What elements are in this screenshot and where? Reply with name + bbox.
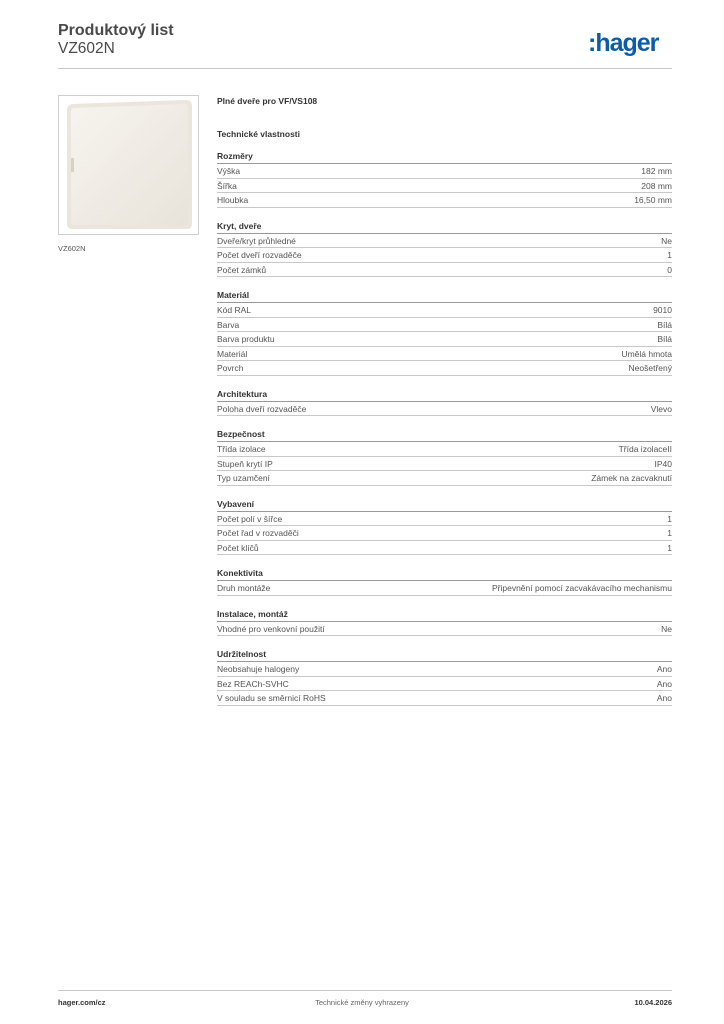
tech-specs-heading: Technické vlastnosti bbox=[217, 129, 300, 139]
section-title: Rozměry bbox=[217, 150, 672, 164]
page-header bbox=[58, 20, 672, 68]
spec-value: 1 bbox=[667, 528, 672, 538]
spec-row bbox=[217, 677, 672, 692]
footer-date: 10.04.2026 bbox=[634, 998, 672, 1007]
spec-label: Počet dveří rozvaděče bbox=[217, 250, 302, 260]
spec-value: 1 bbox=[667, 513, 672, 524]
spec-section bbox=[217, 608, 672, 637]
spec-value: 16,50 mm bbox=[634, 195, 672, 205]
section-title: Udržitelnost bbox=[217, 648, 672, 662]
spec-label: Kód RAL bbox=[217, 305, 252, 315]
footer-website: hager.com/cz bbox=[58, 998, 106, 1007]
product-code: VZ602N bbox=[58, 40, 115, 57]
footer-disclaimer: Technické změny vyhrazeny bbox=[315, 998, 409, 1007]
spec-row bbox=[217, 318, 672, 333]
product-name: Plné dveře pro VF/VS108 bbox=[217, 96, 318, 106]
hager-logo-text: :hager bbox=[588, 29, 659, 57]
spec-label: Druh montáže bbox=[217, 583, 271, 593]
spec-label: Povrch bbox=[217, 363, 244, 373]
spec-label: Barva bbox=[217, 319, 240, 330]
spec-label: Šířka bbox=[217, 180, 237, 191]
spec-label: Vhodné pro venkovní použití bbox=[217, 623, 325, 634]
spec-section bbox=[217, 567, 672, 596]
header-divider bbox=[58, 68, 672, 69]
spec-label: Stupeň krytí IP bbox=[217, 458, 273, 469]
spec-row bbox=[217, 303, 672, 318]
footer-divider bbox=[58, 990, 672, 991]
section-title: Kryt, dveře bbox=[217, 220, 672, 234]
spec-value: 0 bbox=[667, 264, 672, 275]
spec-label: Materiál bbox=[217, 348, 248, 359]
spec-label: Dveře/kryt průhledné bbox=[217, 235, 296, 246]
spec-section bbox=[217, 388, 672, 417]
spec-row bbox=[217, 541, 672, 556]
spec-row bbox=[217, 526, 672, 541]
section-title: Konektivita bbox=[217, 567, 672, 581]
spec-label: Poloha dveří rozvaděče bbox=[217, 403, 307, 414]
section-title: Architektura bbox=[217, 388, 672, 402]
spec-row bbox=[217, 234, 672, 249]
spec-content bbox=[217, 95, 672, 718]
spec-label: Bez REACh-SVHC bbox=[217, 678, 289, 689]
spec-row bbox=[217, 471, 672, 486]
spec-row bbox=[217, 347, 672, 362]
spec-section bbox=[217, 220, 672, 278]
product-image bbox=[58, 95, 199, 235]
spec-section bbox=[217, 289, 672, 376]
spec-value: 1 bbox=[667, 542, 672, 553]
spec-label: Počet zámků bbox=[217, 264, 267, 275]
spec-value: Připevnění pomocí zacvakávacího mechanismu bbox=[491, 583, 672, 593]
spec-row bbox=[217, 622, 672, 637]
spec-value: Neošetřený bbox=[628, 363, 672, 373]
spec-value: 182 mm bbox=[641, 166, 672, 176]
spec-value: Vlevo bbox=[650, 403, 672, 414]
section-title: Bezpečnost bbox=[217, 428, 672, 442]
section-title: Vybavení bbox=[217, 498, 672, 512]
spec-sections bbox=[217, 150, 672, 706]
spec-value: IP40 bbox=[654, 458, 672, 469]
spec-row bbox=[217, 263, 672, 278]
spec-row bbox=[217, 179, 672, 194]
spec-value: Zámek na zacvaknutí bbox=[591, 473, 672, 483]
spec-row bbox=[217, 512, 672, 527]
spec-section bbox=[217, 428, 672, 486]
spec-section bbox=[217, 498, 672, 556]
spec-value: 9010 bbox=[653, 305, 672, 315]
spec-label: Typ uzamčení bbox=[217, 473, 270, 483]
spec-label: Hloubka bbox=[217, 195, 249, 205]
spec-label: Neobsahuje halogeny bbox=[217, 664, 300, 674]
spec-label: Počet klíčů bbox=[217, 542, 259, 553]
spec-section bbox=[217, 648, 672, 706]
spec-value: Bílá bbox=[657, 319, 672, 330]
spec-value: 208 mm bbox=[641, 180, 672, 191]
spec-row bbox=[217, 581, 672, 596]
spec-value: Ne bbox=[661, 623, 672, 634]
spec-label: Počet polí v šířce bbox=[217, 513, 283, 524]
door-panel-image bbox=[59, 96, 198, 234]
spec-label: Počet řad v rozvaděči bbox=[217, 528, 299, 538]
spec-label: Třída izolace bbox=[217, 444, 266, 454]
spec-row bbox=[217, 332, 672, 347]
spec-label: Barva produktu bbox=[217, 334, 275, 344]
spec-row bbox=[217, 193, 672, 208]
section-title: Materiál bbox=[217, 289, 672, 303]
spec-row bbox=[217, 361, 672, 376]
spec-value: 1 bbox=[667, 250, 672, 260]
image-caption: VZ602N bbox=[58, 244, 86, 253]
hager-logo bbox=[588, 28, 672, 58]
spec-value: Třída izolaceII bbox=[618, 444, 672, 454]
spec-row bbox=[217, 662, 672, 677]
spec-value: Bílá bbox=[657, 334, 672, 344]
spec-section bbox=[217, 150, 672, 208]
spec-row bbox=[217, 442, 672, 457]
spec-value: Ano bbox=[656, 678, 672, 689]
spec-value: Umělá hmota bbox=[621, 348, 672, 359]
spec-row bbox=[217, 248, 672, 263]
document-title: Produktový list bbox=[58, 22, 174, 39]
section-title: Instalace, montáž bbox=[217, 608, 672, 622]
spec-row bbox=[217, 457, 672, 472]
spec-label: Výška bbox=[217, 166, 241, 176]
spec-value: Ano bbox=[656, 693, 672, 703]
spec-label: V souladu se směrnicí RoHS bbox=[217, 693, 326, 703]
spec-row bbox=[217, 691, 672, 706]
spec-row bbox=[217, 402, 672, 417]
spec-row bbox=[217, 164, 672, 179]
spec-value: Ano bbox=[656, 664, 672, 674]
spec-value: Ne bbox=[661, 235, 672, 246]
